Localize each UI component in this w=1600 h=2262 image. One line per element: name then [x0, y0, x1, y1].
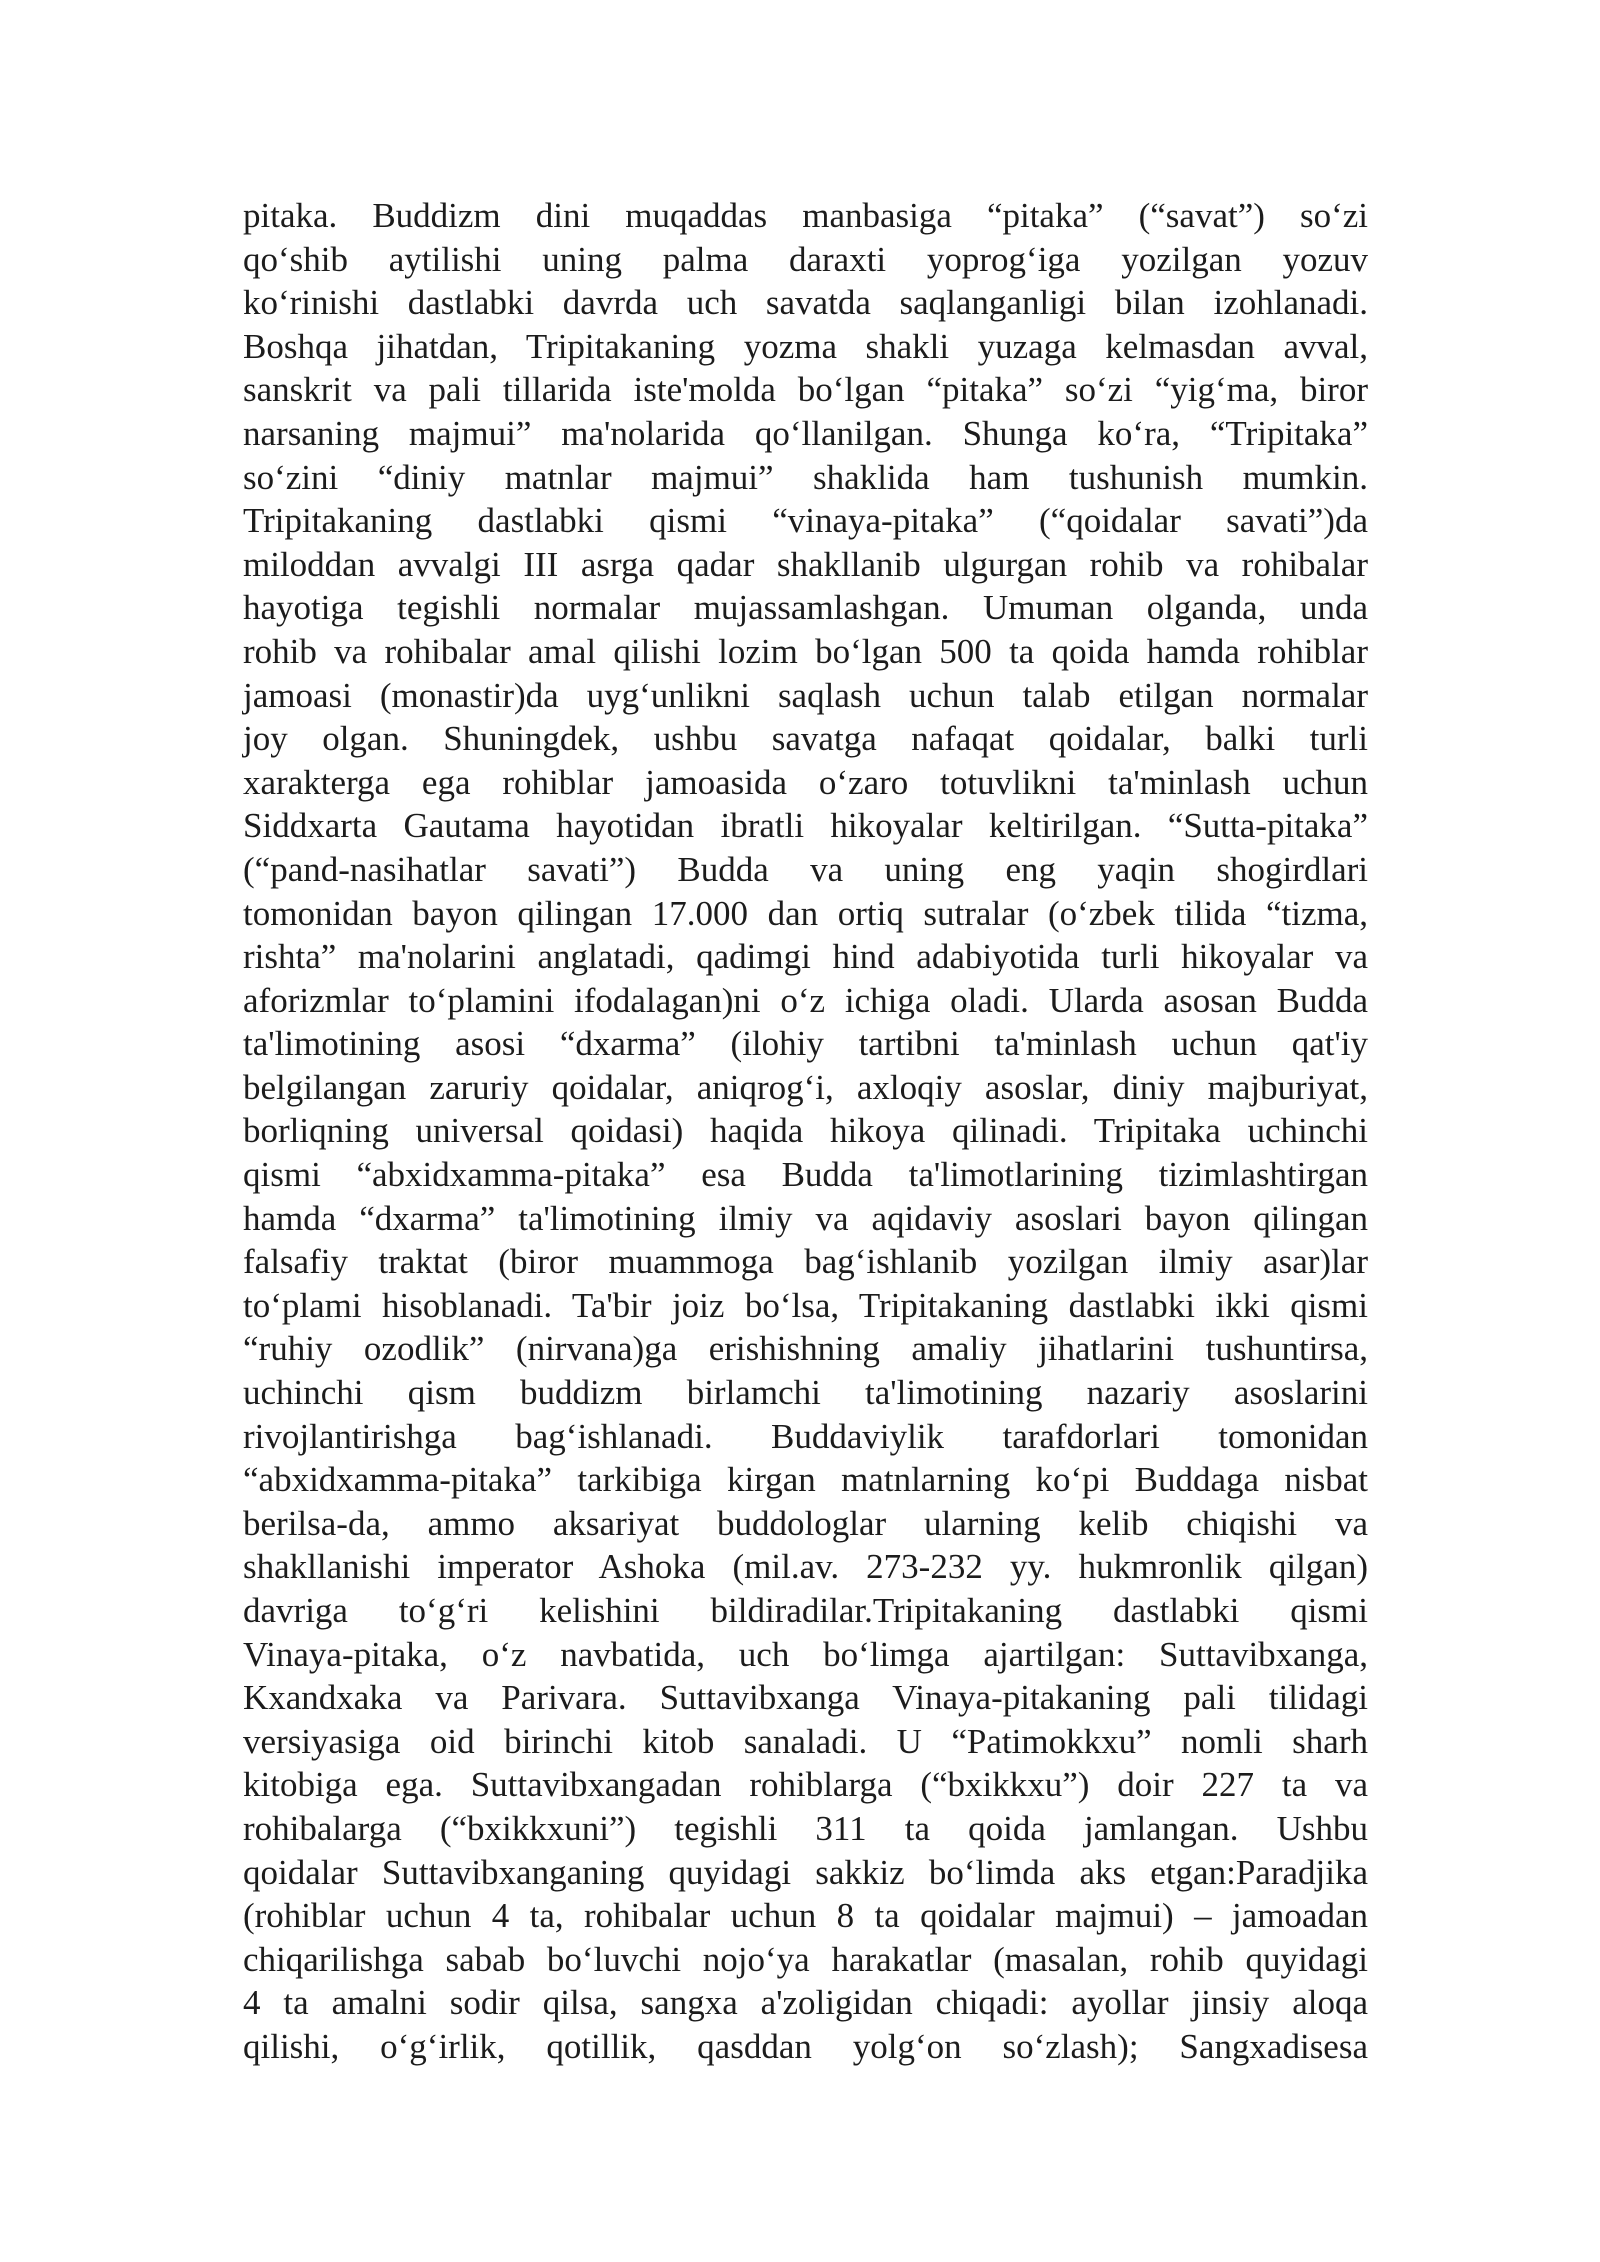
text-line: tomonidan bayon qilingan 17.000 dan ortiq sutralar (o‘zbek tilida “tizma,	[243, 893, 1368, 933]
text-line: berilsa-da, ammo aksariyat buddologlar ularning kelib chiqishi va	[243, 1503, 1368, 1543]
text-line: Kxandxaka va Parivara. Suttavibxanga Vinaya-pitakaning pali tilidagi	[243, 1678, 1368, 1718]
text-line: kitobiga ega. Suttavibxangadan rohiblarga (“bxikkxu”) doir 227 ta va	[243, 1765, 1368, 1805]
text-line: qismi “abxidxamma-pitaka” esa Budda ta'limotlarining tizimlashtirgan	[243, 1155, 1368, 1195]
text-line: ta'limotining asosi “dxarma” (ilohiy tartibni ta'minlash uchun qat'iy	[243, 1024, 1368, 1064]
text-line: qo‘shib aytilishi uning palma daraxti yoprog‘iga yozilgan yozuv	[243, 239, 1368, 279]
text-line: qoidalar Suttavibxanganing quyidagi sakkiz bo‘limda aks etgan:Paradjika	[243, 1852, 1368, 1892]
text-line: sanskrit va pali tillarida iste'molda bo‘lgan “pitaka” so‘zi “yig‘ma, biror	[243, 370, 1368, 410]
text-line: rohibalarga (“bxikkxuni”) tegishli 311 ta qoida jamlangan. Ushbu	[243, 1808, 1368, 1848]
text-line: to‘plami hisoblanadi. Ta'bir joiz bo‘lsa, Tripitakaning dastlabki ikki qismi	[243, 1285, 1368, 1325]
text-line: uchinchi qism buddizm birlamchi ta'limotining nazariy asoslarini	[243, 1373, 1368, 1413]
text-line: narsaning majmui” ma'nolarida qo‘llanilgan. Shunga ko‘ra, “Tripitaka”	[243, 413, 1368, 453]
text-line: falsafiy traktat (biror muammoga bag‘ishlanib yozilgan ilmiy asar)lar	[243, 1242, 1368, 1282]
text-line: belgilangan zaruriy qoidalar, aniqrog‘i, axloqiy asoslar, diniy majburiyat,	[243, 1067, 1368, 1107]
text-line: chiqarilishga sabab bo‘luvchi nojo‘ya harakatlar (masalan, rohib quyidagi	[243, 1939, 1368, 1979]
text-line: qilishi, o‘g‘irlik, qotillik, qasddan yolg‘on so‘zlash); Sangxadisesa	[243, 2026, 1368, 2066]
text-line: joy olgan. Shuningdek, ushbu savatga nafaqat qoidalar, balki turli	[243, 719, 1368, 759]
text-line: hamda “dxarma” ta'limotining ilmiy va aqidaviy asoslari bayon qilingan	[243, 1198, 1368, 1238]
text-line: rohib va rohibalar amal qilishi lozim bo‘lgan 500 ta qoida hamda rohiblar	[243, 631, 1368, 671]
text-line: shakllanishi imperator Ashoka (mil.av. 273-232 yy. hukmronlik qilgan)	[243, 1547, 1368, 1587]
text-line: hayotiga tegishli normalar mujassamlashgan. Umuman olganda, unda	[243, 588, 1368, 628]
text-line: 4 ta amalni sodir qilsa, sangxa a'zoligidan chiqadi: ayollar jinsiy aloqa	[243, 1983, 1368, 2023]
text-line: (“pand-nasihatlar savati”) Budda va uning eng yaqin shogirdlari	[243, 849, 1368, 889]
text-line: Tripitakaning dastlabki qismi “vinaya-pitaka” (“qoidalar savati”)da	[243, 501, 1368, 541]
text-line: jamoasi (monastir)da uyg‘unlikni saqlash uchun talab etilgan normalar	[243, 675, 1368, 715]
text-line: so‘zini “diniy matnlar majmui” shaklida ham tushunish mumkin.	[243, 457, 1368, 497]
text-line: “ruhiy ozodlik” (nirvana)ga erishishning amaliy jihatlarini tushuntirsa,	[243, 1329, 1368, 1369]
body-text	[243, 194, 1368, 2069]
text-line: borliqning universal qoidasi) haqida hikoya qilinadi. Tripitaka uchinchi	[243, 1111, 1368, 1151]
text-line: davriga to‘g‘ri kelishini bildiradilar.Tripitakaning dastlabki qismi	[243, 1591, 1368, 1630]
text-line: miloddan avvalgi III asrga qadar shakllanib ulgurgan rohib va rohibalar	[243, 544, 1368, 584]
text-line: Boshqa jihatdan, Tripitakaning yozma shakli yuzaga kelmasdan avval,	[243, 326, 1368, 366]
text-line: Vinaya-pitaka, o‘z navbatida, uch bo‘limga ajartilgan: Suttavibxanga,	[243, 1634, 1368, 1674]
text-line: rivojlantirishga bag‘ishlanadi. Buddaviylik tarafdorlari tomonidan	[243, 1416, 1368, 1456]
text-line: xarakterga ega rohiblar jamoasida o‘zaro totuvlikni ta'minlash uchun	[243, 762, 1368, 802]
text-line: pitaka. Buddizm dini muqaddas manbasiga “pitaka” (“savat”) so‘zi	[243, 196, 1368, 235]
text-line: versiyasiga oid birinchi kitob sanaladi. U “Patimokkxu” nomli sharh	[243, 1721, 1368, 1761]
text-line: (rohiblar uchun 4 ta, rohibalar uchun 8 ta qoidalar majmui) – jamoadan	[243, 1896, 1368, 1936]
text-line: ko‘rinishi dastlabki davrda uch savatda saqlanganligi bilan izohlanadi.	[243, 283, 1368, 323]
text-line: “abxidxamma-pitaka” tarkibiga kirgan matnlarning ko‘pi Buddaga nisbat	[243, 1460, 1368, 1500]
text-line: aforizmlar to‘plamini ifodalagan)ni o‘z ichiga oladi. Ularda asosan Budda	[243, 980, 1368, 1020]
text-line: Siddxarta Gautama hayotidan ibratli hikoyalar keltirilgan. “Sutta-pitaka”	[243, 806, 1368, 846]
text-line: rishta” ma'nolarini anglatadi, qadimgi hind adabiyotida turli hikoyalar va	[243, 937, 1368, 977]
